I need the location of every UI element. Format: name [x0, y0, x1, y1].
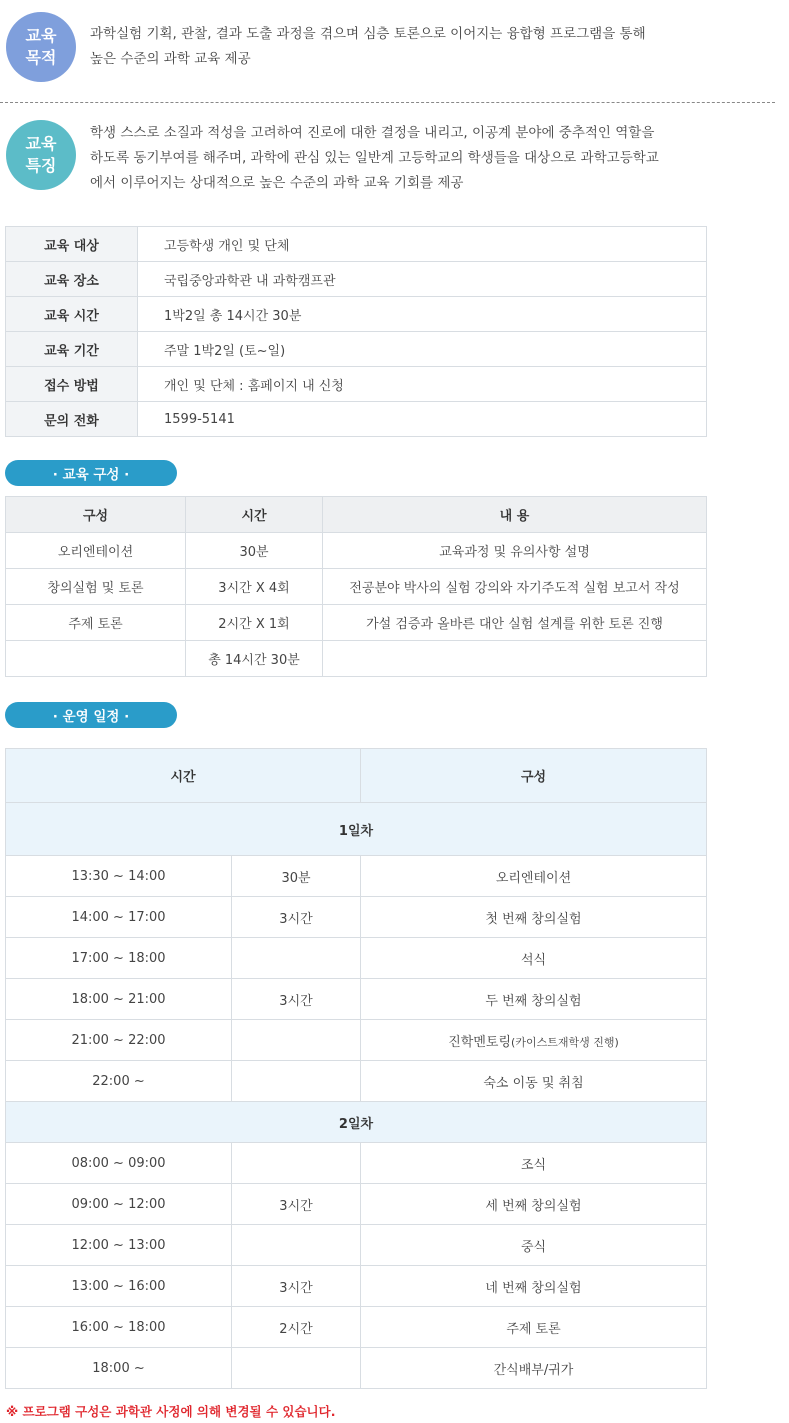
day-row [6, 1102, 707, 1143]
table-cell [232, 938, 361, 979]
composition-title: · 교육 구성 · [5, 460, 177, 486]
day-header: 2일차 [6, 1102, 707, 1143]
info-label: 교육 장소 [6, 262, 138, 297]
features-badge-line2: 특징 [25, 156, 57, 175]
table-row [6, 1184, 707, 1225]
day-row [6, 803, 707, 856]
table-cell: 13:00 ~ 16:00 [6, 1266, 232, 1307]
info-value: 국립중앙과학관 내 과학캠프관 [138, 262, 707, 297]
table-cell: 주제 토론 [6, 605, 186, 641]
table-cell [232, 1061, 361, 1102]
table-cell: 석식 [361, 938, 707, 979]
info-value: 개인 및 단체 : 홈페이지 내 신청 [138, 367, 707, 402]
day-header: 1일차 [6, 803, 707, 856]
table-row [6, 897, 707, 938]
table-cell: 14:00 ~ 17:00 [6, 897, 232, 938]
table-row [6, 979, 707, 1020]
table-cell: 3시간 [232, 1184, 361, 1225]
table-row [6, 533, 707, 569]
purpose-section [6, 12, 766, 86]
features-line: 에서 이루어지는 상대적으로 높은 수준의 과학 교육 기회를 제공 [90, 175, 464, 191]
column-header: 시간 [6, 749, 361, 803]
table-cell: 3시간 [232, 1266, 361, 1307]
table-cell: 숙소 이동 및 취침 [361, 1061, 707, 1102]
table-cell: 12:00 ~ 13:00 [6, 1225, 232, 1266]
table-row [6, 1307, 707, 1348]
table-cell: 간식배부/귀가 [361, 1348, 707, 1389]
features-section [6, 120, 766, 200]
column-header: 내 용 [323, 497, 707, 533]
table-cell: 중식 [361, 1225, 707, 1266]
table-cell: 세 번째 창의실험 [361, 1184, 707, 1225]
table-cell: 가설 검증과 올바른 대안 실험 설계를 위한 토론 진행 [323, 605, 707, 641]
table-cell [232, 1348, 361, 1389]
dashed-divider [0, 102, 775, 103]
composition-table [5, 496, 707, 677]
info-value: 주말 1박2일 (토~일) [138, 332, 707, 367]
table-cell: 교육과정 및 유의사항 설명 [323, 533, 707, 569]
table-cell: 18:00 ~ [6, 1348, 232, 1389]
table-cell: 창의실험 및 토론 [6, 569, 186, 605]
table-row [6, 227, 707, 262]
table-cell: 네 번째 창의실험 [361, 1266, 707, 1307]
table-row [6, 1225, 707, 1266]
table-cell: 주제 토론 [361, 1307, 707, 1348]
features-line: 학생 스스로 소질과 적성을 고려하여 진로에 대한 결정을 내리고, 이공계 분야에 중추적인 역할을 [90, 125, 655, 141]
table-row [6, 856, 707, 897]
features-badge-line1: 교육 [25, 134, 57, 153]
table-cell [232, 1020, 361, 1061]
table-row [6, 402, 707, 437]
table-cell: 22:00 ~ [6, 1061, 232, 1102]
table-cell: 21:00 ~ 22:00 [6, 1020, 232, 1061]
purpose-text [90, 22, 646, 72]
table-row [6, 641, 707, 677]
table-cell [361, 1020, 707, 1061]
table-cell: 18:00 ~ 21:00 [6, 979, 232, 1020]
table-cell: 오리엔테이션 [6, 533, 186, 569]
info-value: 1599-5141 [138, 402, 707, 437]
features-line: 하도록 동기부여를 해주며, 과학에 관심 있는 일반계 고등학교의 학생들을 대상으로 과학고등학교 [90, 150, 659, 166]
column-header: 구성 [6, 497, 186, 533]
table-header-row [6, 497, 707, 533]
table-cell: 조식 [361, 1143, 707, 1184]
table-cell: 첫 번째 창의실험 [361, 897, 707, 938]
features-badge [6, 120, 76, 190]
table-row [6, 1020, 707, 1061]
table-row [6, 367, 707, 402]
table-cell: 30분 [232, 856, 361, 897]
table-cell: 16:00 ~ 18:00 [6, 1307, 232, 1348]
info-label: 문의 전화 [6, 402, 138, 437]
column-header: 구성 [361, 749, 707, 803]
table-row [6, 297, 707, 332]
table-cell: 총 14시간 30분 [186, 641, 323, 677]
table-row [6, 1348, 707, 1389]
table-cell: 30분 [186, 533, 323, 569]
table-row [6, 262, 707, 297]
table-cell: 오리엔테이션 [361, 856, 707, 897]
table-cell: 09:00 ~ 12:00 [6, 1184, 232, 1225]
info-label: 교육 시간 [6, 297, 138, 332]
table-cell: 전공분야 박사의 실험 강의와 자기주도적 실험 보고서 작성 [323, 569, 707, 605]
features-text [90, 121, 659, 196]
table-row [6, 605, 707, 641]
info-table [5, 226, 707, 437]
info-value: 1박2일 총 14시간 30분 [138, 297, 707, 332]
table-row [6, 332, 707, 367]
footnote: ※ 프로그램 구성은 과학관 사정에 의해 변경될 수 있습니다. [6, 1404, 336, 1419]
schedule-title: · 운영 일정 · [5, 702, 177, 728]
table-cell: 08:00 ~ 09:00 [6, 1143, 232, 1184]
info-label: 교육 대상 [6, 227, 138, 262]
table-cell: 2시간 [232, 1307, 361, 1348]
purpose-line: 과학실험 기획, 관찰, 결과 도출 과정을 겪으며 심층 토론으로 이어지는 융합형 프로그램을 통해 [90, 26, 646, 42]
table-cell: 13:30 ~ 14:00 [6, 856, 232, 897]
info-value: 고등학생 개인 및 단체 [138, 227, 707, 262]
table-row [6, 569, 707, 605]
table-cell: 3시간 X 4회 [186, 569, 323, 605]
table-cell: 3시간 [232, 979, 361, 1020]
table-cell [6, 641, 186, 677]
info-label: 접수 방법 [6, 367, 138, 402]
table-row [6, 1266, 707, 1307]
info-label: 교육 기간 [6, 332, 138, 367]
table-header-row [6, 749, 707, 803]
table-cell: 2시간 X 1회 [186, 605, 323, 641]
purpose-badge [6, 12, 76, 82]
table-cell [232, 1225, 361, 1266]
table-row [6, 1143, 707, 1184]
table-cell: 두 번째 창의실험 [361, 979, 707, 1020]
purpose-badge-line2: 목적 [25, 48, 57, 67]
table-cell [323, 641, 707, 677]
mentoring-label: 진학멘토링 [448, 1034, 512, 1050]
table-cell: 3시간 [232, 897, 361, 938]
column-header: 시간 [186, 497, 323, 533]
mentoring-note: (카이스트재학생 진행) [511, 1035, 619, 1049]
table-row [6, 938, 707, 979]
table-cell [232, 1143, 361, 1184]
table-cell: 17:00 ~ 18:00 [6, 938, 232, 979]
purpose-badge-line1: 교육 [25, 26, 57, 45]
schedule-table [5, 748, 707, 1389]
table-row [6, 1061, 707, 1102]
purpose-line: 높은 수준의 과학 교육 제공 [90, 51, 251, 67]
